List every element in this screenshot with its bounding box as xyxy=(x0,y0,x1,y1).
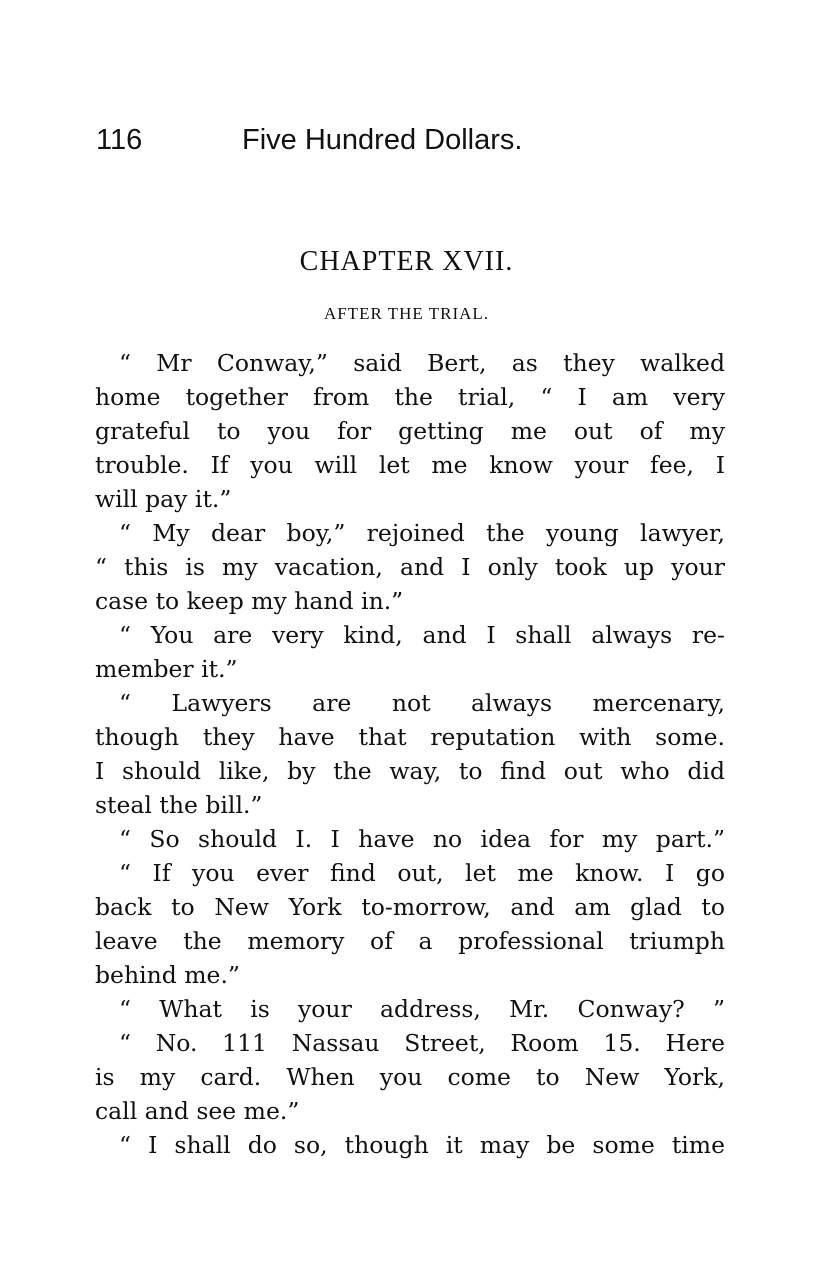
text-line: though they have that reputation with some. xyxy=(95,723,725,751)
text-line: will pay it.” xyxy=(95,485,232,513)
text-line: is my card. When you come to New York, xyxy=(95,1063,725,1091)
text-line: “ I shall do so, though it may be some time xyxy=(119,1131,725,1159)
text-line: grateful to you for getting me out of my xyxy=(95,417,725,445)
text-line: “ No. 111 Nassau Street, Room 15. Here xyxy=(119,1029,725,1057)
text-line: home together from the trial, “ I am very xyxy=(95,383,725,411)
text-line: steal the bill.” xyxy=(95,791,263,819)
text-line: I should like, by the way, to find out who did xyxy=(95,757,725,785)
text-line: “ So should I. I have no idea for my part.” xyxy=(119,825,725,853)
running-title: Five Hundred Dollars. xyxy=(242,124,523,156)
text-line: trouble. If you will let me know your fee, I xyxy=(95,451,725,479)
text-line: call and see me.” xyxy=(95,1097,300,1125)
chapter-subtitle: AFTER THE TRIAL. xyxy=(323,304,490,323)
text-line: behind me.” xyxy=(95,961,240,989)
text-line: “ What is your address, Mr. Conway? ” xyxy=(119,995,725,1023)
text-line: member it.” xyxy=(95,655,238,683)
running-header xyxy=(96,118,736,162)
page-number: 116 xyxy=(96,124,143,156)
text-line: “ My dear boy,” rejoined the young lawyer, xyxy=(119,519,725,547)
text-line: case to keep my hand in.” xyxy=(95,587,404,615)
body-text xyxy=(95,346,725,1162)
chapter-heading: CHAPTER XVII. xyxy=(299,246,514,277)
text-line: “ You are very kind, and I shall always re- xyxy=(119,621,725,649)
text-line: back to New York to-morrow, and am glad to xyxy=(95,893,725,921)
text-line: “ Lawyers are not always mercenary, xyxy=(119,689,725,717)
text-line: “ If you ever find out, let me know. I go xyxy=(119,859,725,887)
text-line: “ Mr Conway,” said Bert, as they walked xyxy=(119,349,725,377)
text-line: “ this is my vacation, and I only took up your xyxy=(95,553,725,581)
text-line: leave the memory of a professional triumph xyxy=(95,927,725,955)
